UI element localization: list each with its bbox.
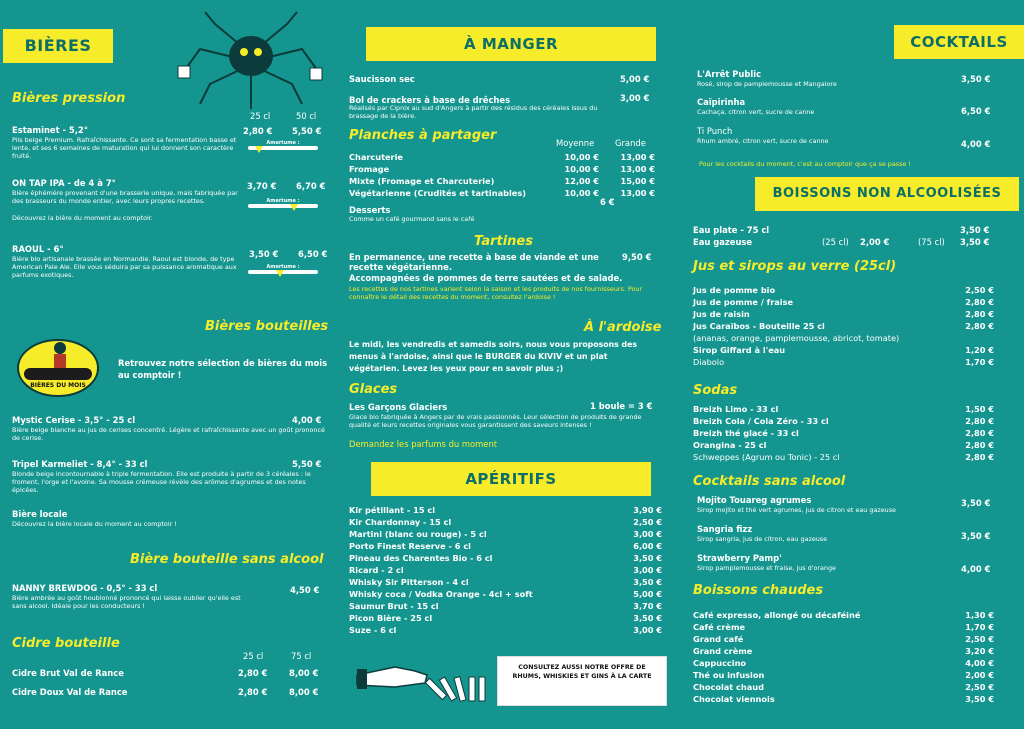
cocktail-note: Pour les cocktails du moment, c'est au comptoir que ça se passe ! <box>699 160 911 168</box>
cocktail-price: 3,50 € <box>961 74 991 84</box>
bitterness-meter <box>248 140 318 154</box>
cidre-price-75: 8,00 € <box>289 687 319 697</box>
cocktail-sa-price: 4,00 € <box>961 564 991 574</box>
bitterness-label: Amertume : <box>266 198 300 204</box>
eau-plate: Eau plate - 75 cl <box>693 225 770 235</box>
desserts-name: Desserts <box>349 205 391 215</box>
glaces-desc: Glace bio fabriquée à Angers par de vrais passionnés. Leur sélection de produits de grande qualité et leurs recettes originales vous garantissent des saveurs intenses ! <box>349 413 642 430</box>
sans-alcool-banner: BOISSONS NON ALCOOLISÉES <box>755 177 1019 211</box>
bitterness-bar <box>248 204 318 208</box>
cocktail-desc: Rhum ambré, citron vert, sucre de canne <box>697 137 829 145</box>
list-item: Breizh Cola / Cola Zéro - 33 cl 2,80 € <box>693 416 994 426</box>
bottle-name: Tripel Karmeliet - 8,4° - 33 cl <box>12 459 148 469</box>
cidre-name: Cidre Doux Val de Rance <box>12 687 128 697</box>
glaces-price: 1 boule = 3 € <box>590 401 653 411</box>
food-price: 3,00 € <box>620 93 650 103</box>
cocktail-sa-name: Mojito Touareg agrumes <box>697 495 812 505</box>
eau-gazeuse-25: (25 cl) <box>822 237 849 247</box>
sodas-title: Sodas <box>693 383 738 398</box>
list-item: Breizh thé glacé - 33 cl 2,80 € <box>693 428 994 438</box>
bottle-desc: Bière beige blanche au jus de cerises concentré. Légère et rafraîchissante avec un goût prononcé de cerise. <box>12 426 325 443</box>
bieres-banner: BIÈRES <box>3 29 113 63</box>
list-item: Grand crème 3,20 € <box>693 646 994 656</box>
beer-price-25: 2,80 € <box>243 126 273 136</box>
list-item: Jus de pomme bio 2,50 € <box>693 285 994 295</box>
chaudes-list <box>693 610 994 708</box>
cocktail-name: Caïpirinha <box>697 97 746 107</box>
beer-price-25: 3,50 € <box>249 249 279 259</box>
list-item: Mixte (Fromage et Charcuterie) 12,00 € 15,00 € <box>349 176 655 186</box>
food-price: 5,00 € <box>620 74 650 84</box>
tartines-note: Les recettes de nos tartines varient selon la saison et les produits de nos fournisseurs. Pour connaître le détail des recettes du moment, consultez l'ardoise ! <box>349 285 643 302</box>
tartines-title: Tartines <box>474 234 533 249</box>
glaces-ask: Demandez les parfums du moment <box>349 439 498 449</box>
cidre-name: Cidre Brut Val de Rance <box>12 668 124 678</box>
cocktail-price: 4,00 € <box>961 139 991 149</box>
glaces-name: Les Garçons Glaciers <box>349 402 448 412</box>
sodas-list <box>693 404 994 466</box>
list-item: Fromage 10,00 € 13,00 € <box>349 164 655 174</box>
badge-label: BIÈRES DU MOIS <box>30 382 86 389</box>
glaces-title: Glaces <box>349 382 398 397</box>
eau-plate-price: 3,50 € <box>960 225 990 235</box>
list-item: Jus de pomme / fraise 2,80 € <box>693 297 994 307</box>
list-item: Whisky coca / Vodka Orange - 4cl + soft 5,00 € <box>349 589 662 599</box>
jus-title: Jus et sirops au verre (25cl) <box>693 259 897 274</box>
sans-alcool-title: Bière bouteille sans alcool <box>130 552 324 567</box>
beer-desc: Pils beige Premium. Rafraîchissante. Ce sont sa fermentation basse et lente, et ses 6 semaines de maturation qui lui donnent son caractère fruité. <box>12 136 237 161</box>
list-item: Kir Chardonnay - 15 cl 2,50 € <box>349 517 662 527</box>
list-item: Martini (blanc ou rouge) - 5 cl 3,00 € <box>349 529 662 539</box>
ardoise-title: À l'ardoise <box>584 320 662 335</box>
list-item: Ricard - 2 cl 3,00 € <box>349 565 662 575</box>
rhums-note: CONSULTEZ AUSSI NOTRE OFFRE DE RHUMS, WHISKIES ET GINS À LA CARTE <box>497 656 667 706</box>
list-item: Saumur Brut - 15 cl 3,70 € <box>349 601 662 611</box>
list-item: Porto Finest Reserve - 6 cl 6,00 € <box>349 541 662 551</box>
list-item: Orangina - 25 cl 2,80 € <box>693 440 994 450</box>
bouteilles-intro: Retrouvez notre sélection de bières du mois au comptoir ! <box>118 358 328 380</box>
list-item: Jus Caraïbos - Bouteille 25 cl 2,80 € <box>693 321 994 331</box>
cocktail-sa-name: Sangria fizz <box>697 524 753 534</box>
list-item: Pineau des Charentes Bio - 6 cl 3,50 € <box>349 553 662 563</box>
beer-name: RAOUL - 6° <box>12 244 64 254</box>
manger-banner: À MANGER <box>366 27 656 61</box>
beer-desc: Bière éphémère provenant d'une brasserie unique, mais fabriquée par des brasseurs du monde entier, avec leurs propres recettes. <box>12 189 238 206</box>
cocktail-desc: Cachaça, citron vert, sucre de canne <box>697 108 815 116</box>
nanny-price: 4,50 € <box>290 585 320 595</box>
bouteilles-title: Bières bouteilles <box>205 319 329 334</box>
cidre-price-25: 2,80 € <box>238 687 268 697</box>
cocktail-name: Ti Punch <box>697 126 733 136</box>
aperitifs-list <box>349 505 662 640</box>
list-item: Diabolo 1,70 € <box>693 357 994 367</box>
food-name: Saucisson sec <box>349 74 415 84</box>
cocktail-sa-name: Strawberry Pamp' <box>697 553 782 563</box>
list-item: Schweppes (Agrum ou Tonic) - 25 cl 2,80 € <box>693 452 994 462</box>
list-item: Sirop Giffard à l'eau 1,20 € <box>693 345 994 355</box>
bottle-desc: Découvrez la bière locale du moment au comptoir ! <box>12 520 177 528</box>
eau-gazeuse-25-price: 2,00 € <box>860 237 890 247</box>
planches-h1: Moyenne <box>556 138 595 148</box>
beer-price-50: 6,50 € <box>298 249 328 259</box>
eau-gazeuse: Eau gazeuse <box>693 237 753 247</box>
list-item: Whisky Sir Pitterson - 4 cl 3,50 € <box>349 577 662 587</box>
list-item: Picon Bière - 25 cl 3,50 € <box>349 613 662 623</box>
food-desc: Réalisés par Cipnix au sud d'Angers à partir des résidus des céréales issus du brassage de la bière. <box>349 104 598 121</box>
list-item: Jus de raisin 2,80 € <box>693 309 994 319</box>
list-item: Café expresso, allongé ou décaféiné 1,30 € <box>693 610 994 620</box>
spider-illustration-icon <box>170 4 332 114</box>
pression-title: Bières pression <box>12 91 126 106</box>
bottle-name: Mystic Cerise - 3,5° - 25 cl <box>12 415 136 425</box>
planches-title: Planches à partager <box>349 128 497 143</box>
eau-gazeuse-75-price: 3,50 € <box>960 237 990 247</box>
cidre-h1: 25 cl <box>243 651 264 661</box>
cocktail-sa-desc: Sirop mojito et thé vert agrumes, jus de citron et eau gazeuse <box>697 506 896 514</box>
tartines-line1: En permanence, une recette à base de viande et une recette végétarienne. <box>349 252 599 272</box>
pression-h2: 50 cl <box>296 111 317 121</box>
beer-price-25: 3,70 € <box>247 181 277 191</box>
list-item: Grand café 2,50 € <box>693 634 994 644</box>
bitterness-marker <box>290 204 298 211</box>
list-item: Chocolat chaud 2,50 € <box>693 682 994 692</box>
pression-h1: 25 cl <box>250 111 271 121</box>
beer-name: ON TAP IPA - de 4 à 7° <box>12 178 116 188</box>
list-item: (ananas, orange, pamplemousse, abricot, tomate) <box>693 333 900 343</box>
nanny-name: NANNY BREWDOG - 0,5° - 33 cl <box>12 583 158 593</box>
chaudes-title: Boissons chaudes <box>693 583 824 598</box>
bitterness-marker <box>255 146 263 153</box>
cocktail-sa-desc: Sirop pamplemousse et fraise, jus d'orange <box>697 564 836 572</box>
beer-desc: Bière bio artisanale brassée en Normandie. Raoul est blonde, de type American Pale Ale. Elle vous séduira par sa puissance aromatique aux parfums exotiques. <box>12 255 237 280</box>
cidre-title: Cidre bouteille <box>12 636 120 651</box>
cocktail-name: L'Arrêt Public <box>697 69 762 79</box>
cidre-price-25: 2,80 € <box>238 668 268 678</box>
bitterness-meter <box>248 264 318 278</box>
list-item: Kir pétillant - 15 cl 3,90 € <box>349 505 662 515</box>
bottle-desc: Blonde beige incontournable à triple fermentation. Elle est produite à partir de 3 céréales : le froment, l'orge et l'avoine. Sa mousse crémeuse révèle des arômes d'agrumes et des notes épicées. <box>12 470 311 495</box>
list-item: Thé ou infusion 2,00 € <box>693 670 994 680</box>
cocktail-price: 6,50 € <box>961 106 991 116</box>
list-item: Suze - 6 cl 3,00 € <box>349 625 662 635</box>
beer-price-50: 6,70 € <box>296 181 326 191</box>
list-item: Breizh Limo - 33 cl 1,50 € <box>693 404 994 414</box>
desserts-price: 6 € <box>600 197 615 207</box>
planches-h2: Grande <box>615 138 646 148</box>
food-name: Bol de crackers à base de drêches <box>349 95 511 105</box>
cidre-price-75: 8,00 € <box>289 668 319 678</box>
beer-of-month-badge <box>16 334 100 398</box>
cocktail-sa-price: 3,50 € <box>961 498 991 508</box>
list-item: Charcuterie 10,00 € 13,00 € <box>349 152 655 162</box>
tartines-price: 9,50 € <box>622 252 652 262</box>
bottle-price: 4,00 € <box>292 415 322 425</box>
list-item: Cappuccino 4,00 € <box>693 658 994 668</box>
cocktails-sa-title: Cocktails sans alcool <box>693 474 846 489</box>
beer-extra: Découvrez la bière du moment au comptoir. <box>12 214 153 222</box>
desserts-desc: Comme un café gourmand sans le café <box>349 215 475 223</box>
cocktail-sa-price: 3,50 € <box>961 531 991 541</box>
nanny-desc: Bière ambrée au goût houblonné prononcé qui laisse oublier qu'elle est sans alcool. Idéale pour les conducteurs ! <box>12 594 241 611</box>
planches-list <box>349 152 655 202</box>
list-item: Chocolat viennois 3,50 € <box>693 694 994 704</box>
ardoise-text: Le midi, les vendredis et samedis soirs, nous vous proposons des menus à l'ardoise, ainsi que le BURGER du KIVIV et un plat végétarien. Levez les yeux pour en savoir plus ;) <box>349 340 638 373</box>
bitterness-marker <box>276 270 284 277</box>
pointing-hand-illustration-icon <box>355 657 490 705</box>
bitterness-label: Amertume : <box>266 140 300 146</box>
bitterness-meter <box>248 198 318 212</box>
cocktails-banner: COCKTAILS <box>894 25 1024 59</box>
beer-name: Estaminet - 5,2° <box>12 125 88 135</box>
bottle-name: Bière locale <box>12 509 68 519</box>
eau-gazeuse-75: (75 cl) <box>918 237 945 247</box>
cocktail-sa-desc: Sirop sangria, jus de citron, eau gazeuse <box>697 535 828 543</box>
list-item: Café crème 1,70 € <box>693 622 994 632</box>
cocktail-desc: Rosé, sirop de pamplemousse et Mangalore <box>697 80 837 88</box>
beer-price-50: 5,50 € <box>292 126 322 136</box>
aperitifs-banner: APÉRITIFS <box>371 462 651 496</box>
bitterness-label: Amertume : <box>266 264 300 270</box>
bottle-price: 5,50 € <box>292 459 322 469</box>
jus-list <box>693 285 994 370</box>
list-item: Végétarienne (Crudités et tartinables) 10,00 € 13,00 € <box>349 188 655 198</box>
cidre-h2: 75 cl <box>291 651 312 661</box>
tartines-line2: Accompagnées de pommes de terre sautées et de salade. <box>349 273 623 283</box>
